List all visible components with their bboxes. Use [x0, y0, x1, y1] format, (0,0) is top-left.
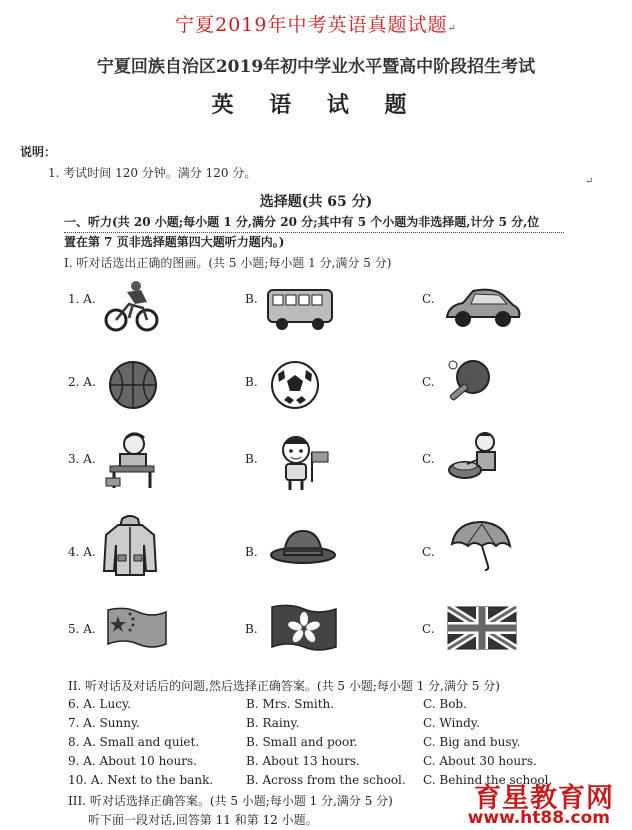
question-2-option-b-label: B.: [245, 375, 258, 389]
question-4-option-c-label: C.: [422, 545, 435, 559]
part3-line-1: 听下面一段对话,回答第 11 和第 12 小题。: [88, 813, 318, 827]
question-6-option-a: 6. A. Lucy.: [68, 697, 131, 711]
exam-main-title: 英 语 试 题: [211, 92, 421, 118]
listening-instructions: [64, 213, 564, 252]
question-10-option-c: C. Behind the school.: [423, 773, 553, 787]
jacket-icon: [102, 515, 158, 581]
question-7-option-b: B. Rainy.: [246, 716, 300, 730]
question-4-label: 4. A.: [68, 545, 96, 559]
question-7-option-a: 7. A. Sunny.: [68, 716, 140, 730]
part3-heading: III. 听对话选择正确答案。(共 5 小题;每小题 1 分,满分 5 分): [68, 794, 393, 808]
person-cooking-icon: [445, 430, 507, 494]
china-flag-icon: [106, 606, 168, 654]
return-mark-icon: ↵: [447, 23, 457, 34]
question-8-option-c: C. Big and busy.: [423, 735, 521, 749]
question-3-label: 3. A.: [68, 452, 96, 466]
part1-heading: I. 听对话选出正确的图画。(共 5 小题;每小题 1 分,满分 5 分): [64, 256, 392, 270]
question-1-label: 1. A.: [68, 292, 96, 306]
basketball-icon: [108, 360, 158, 414]
part2-heading: II. 听对话及对话后的问题,然后选择正确答案。(共 5 小题;每小题 1 分,满分 5 分): [68, 679, 500, 693]
question-1-option-c-label: C.: [422, 292, 435, 306]
listening-line-1: 一、听力(共 20 小题;每小题 1 分,满分 20 分;其中有 5 个小题为非选择题,计分 5 分,位: [64, 213, 564, 233]
question-7-option-c: C. Windy.: [423, 716, 480, 730]
return-mark-icon: ↵: [585, 176, 594, 187]
hong-kong-flag-icon: [270, 603, 338, 657]
question-9-option-c: C. About 30 hours.: [423, 754, 537, 768]
section-heading: 选择题(共 65 分): [259, 194, 373, 210]
ping-pong-paddle-icon: [445, 357, 495, 415]
question-4-option-b-label: B.: [245, 545, 258, 559]
school-bus-icon: [266, 286, 336, 336]
exam-subtitle: 宁夏回族自治区2019年初中学业水平暨高中阶段招生考试: [96, 57, 536, 77]
umbrella-icon: [448, 520, 512, 576]
question-3-option-b-label: B.: [245, 452, 258, 466]
question-2-option-c-label: C.: [422, 375, 435, 389]
soccer-ball-icon: [270, 360, 320, 414]
question-9-option-b: B. About 13 hours.: [246, 754, 360, 768]
student-at-desk-icon: [100, 430, 162, 496]
watermark-site-url: www.ht88.com: [467, 808, 610, 828]
question-9-option-a: 9. A. About 10 hours.: [68, 754, 197, 768]
question-5-label: 5. A.: [68, 622, 96, 636]
question-3-option-c-label: C.: [422, 452, 435, 466]
question-2-label: 2. A.: [68, 375, 96, 389]
question-5-option-b-label: B.: [245, 622, 258, 636]
question-5-option-c-label: C.: [422, 622, 435, 636]
cyclist-icon: [103, 278, 159, 338]
uk-flag-icon: [446, 605, 518, 655]
watermark-site-name: 育星教育网: [474, 783, 614, 814]
question-10-option-a: 10. A. Next to the bank.: [68, 773, 214, 787]
notes-label: 说明：: [20, 145, 57, 159]
question-6-option-b: B. Mrs. Smith.: [246, 697, 335, 711]
question-8-option-b: B. Small and poor.: [246, 735, 358, 749]
question-1-option-b-label: B.: [245, 292, 258, 306]
listening-line-2: 置在第 7 页非选择题第四大题听力题内。): [64, 235, 285, 249]
child-with-flag-icon: [272, 432, 334, 496]
hat-icon: [268, 525, 338, 569]
notes-item-1: 1. 考试时间 120 分钟。满分 120 分。: [48, 166, 257, 180]
question-8-option-a: 8. A. Small and quiet.: [68, 735, 200, 749]
question-6-option-c: C. Bob.: [423, 697, 467, 711]
question-10-option-b: B. Across from the school.: [246, 773, 406, 787]
document-top-title: 宁夏2019年中考英语真题试题↵: [175, 14, 457, 36]
car-icon: [443, 285, 523, 335]
